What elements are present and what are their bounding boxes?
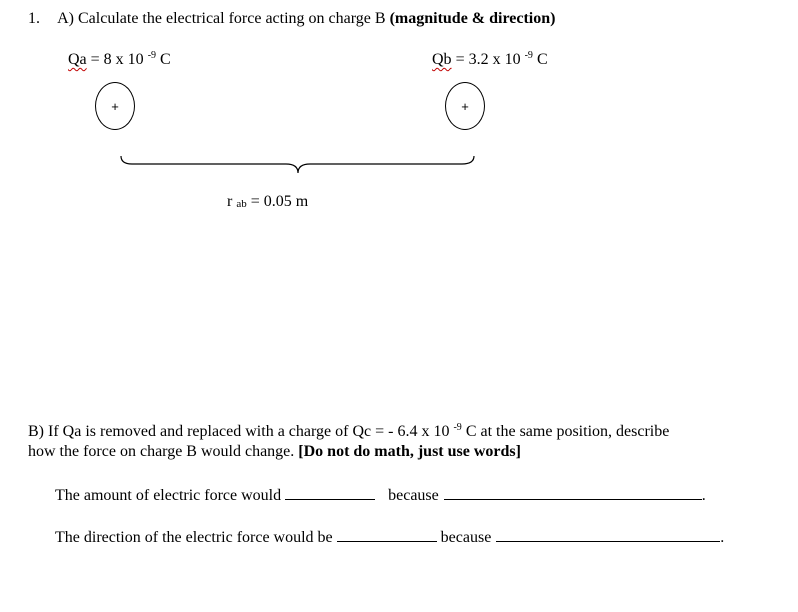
distance-symbol: r [227, 193, 233, 210]
question-number: 1. [28, 10, 40, 27]
part-b-exponent: -9 [453, 422, 462, 433]
distance-subscript: ab [236, 198, 247, 210]
direction-because: because [440, 529, 492, 546]
charge-b-exponent: -9 [524, 50, 533, 61]
charge-a-unit: C [156, 51, 171, 68]
question-header [28, 10, 555, 28]
amount-reason-blank[interactable] [444, 485, 702, 500]
part-b-line-1 [28, 423, 669, 441]
direction-sentence [55, 527, 724, 547]
direction-blank[interactable] [337, 527, 437, 542]
amount-sentence [55, 485, 706, 505]
amount-end-mark: . [701, 487, 706, 504]
part-a-prompt: A) Calculate the electrical force acting on charge B [57, 10, 390, 27]
distance-brace [118, 153, 478, 177]
direction-label: The direction of the electric force would be [55, 529, 337, 546]
charge-b-sign: + [461, 98, 469, 114]
amount-blank[interactable] [285, 485, 375, 500]
part-b-prompt-start: B) If Qa is removed and replaced with a charge of Qc = - 6.4 x 10 [28, 423, 454, 440]
distance-value: = 0.05 m [246, 193, 309, 210]
charge-a-exponent: -9 [147, 50, 157, 61]
charge-a-circle [95, 82, 135, 130]
charge-a-value: = 8 x 10 [86, 51, 148, 68]
charge-b-circle [445, 82, 485, 130]
direction-reason-blank[interactable] [496, 527, 720, 542]
amount-because: because [388, 487, 439, 504]
charge-b-unit: C [532, 51, 548, 68]
charge-a-name: Qa [68, 51, 87, 68]
part-a-emphasis: (magnitude & direction) [389, 10, 556, 27]
amount-label: The amount of electric force would [55, 487, 286, 504]
charge-a-label [68, 51, 171, 69]
part-b-instruction: [Do not do math, just use words] [298, 443, 521, 460]
part-b-prompt-end: C at the same position, describe [461, 423, 670, 440]
part-b-line-2 [28, 443, 521, 461]
direction-end-mark: . [720, 529, 725, 546]
distance-label [227, 193, 308, 211]
charge-b-value: = 3.2 x 10 [451, 51, 525, 68]
charge-b-label [432, 51, 548, 69]
part-b-prompt-line2: how the force on charge B would change. [28, 443, 299, 460]
charge-b-name: Qb [432, 51, 452, 68]
charge-a-sign: + [111, 98, 119, 114]
